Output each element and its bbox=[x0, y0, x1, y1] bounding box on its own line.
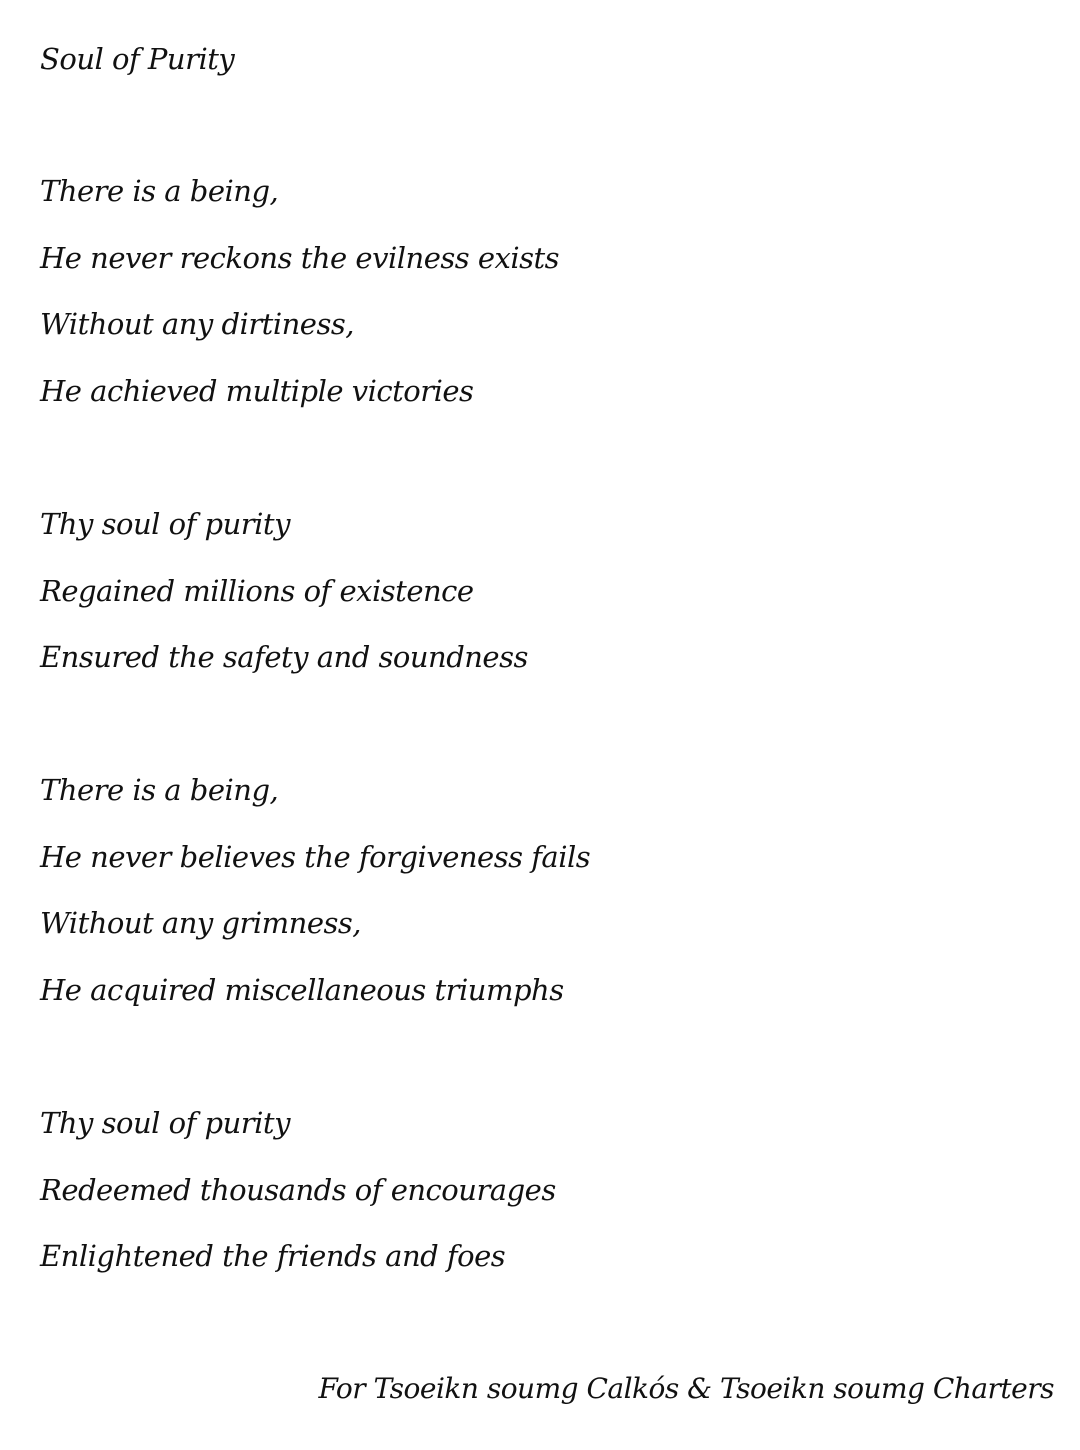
stanza-2-line-2: Regained millions of existence bbox=[40, 574, 474, 608]
stanza-3-line-1: There is a being, bbox=[40, 773, 279, 807]
stanza-4-line-2: Redeemed thousands of encourages bbox=[40, 1173, 556, 1207]
poem-title: Soul of Purity bbox=[40, 42, 235, 76]
stanza-2-line-3: Ensured the safety and soundness bbox=[40, 640, 528, 674]
stanza-4-line-1: Thy soul of purity bbox=[40, 1106, 290, 1140]
stanza-1-line-3: Without any dirtiness, bbox=[40, 307, 354, 341]
stanza-3-line-3: Without any grimness, bbox=[40, 906, 362, 940]
stanza-4-line-3: Enlightened the friends and foes bbox=[40, 1239, 506, 1273]
dedication: For Tsoeikn soumg Calkós & Tsoeikn soumg Charters bbox=[318, 1372, 1054, 1405]
stanza-2-line-1: Thy soul of purity bbox=[40, 507, 290, 541]
stanza-1-line-1: There is a being, bbox=[40, 174, 279, 208]
stanza-3-line-4: He acquired miscellaneous triumphs bbox=[40, 973, 564, 1007]
stanza-3-line-2: He never believes the forgiveness fails bbox=[40, 840, 591, 874]
stanza-1-line-4: He achieved multiple victories bbox=[40, 374, 474, 408]
stanza-1-line-2: He never reckons the evilness exists bbox=[40, 241, 560, 275]
